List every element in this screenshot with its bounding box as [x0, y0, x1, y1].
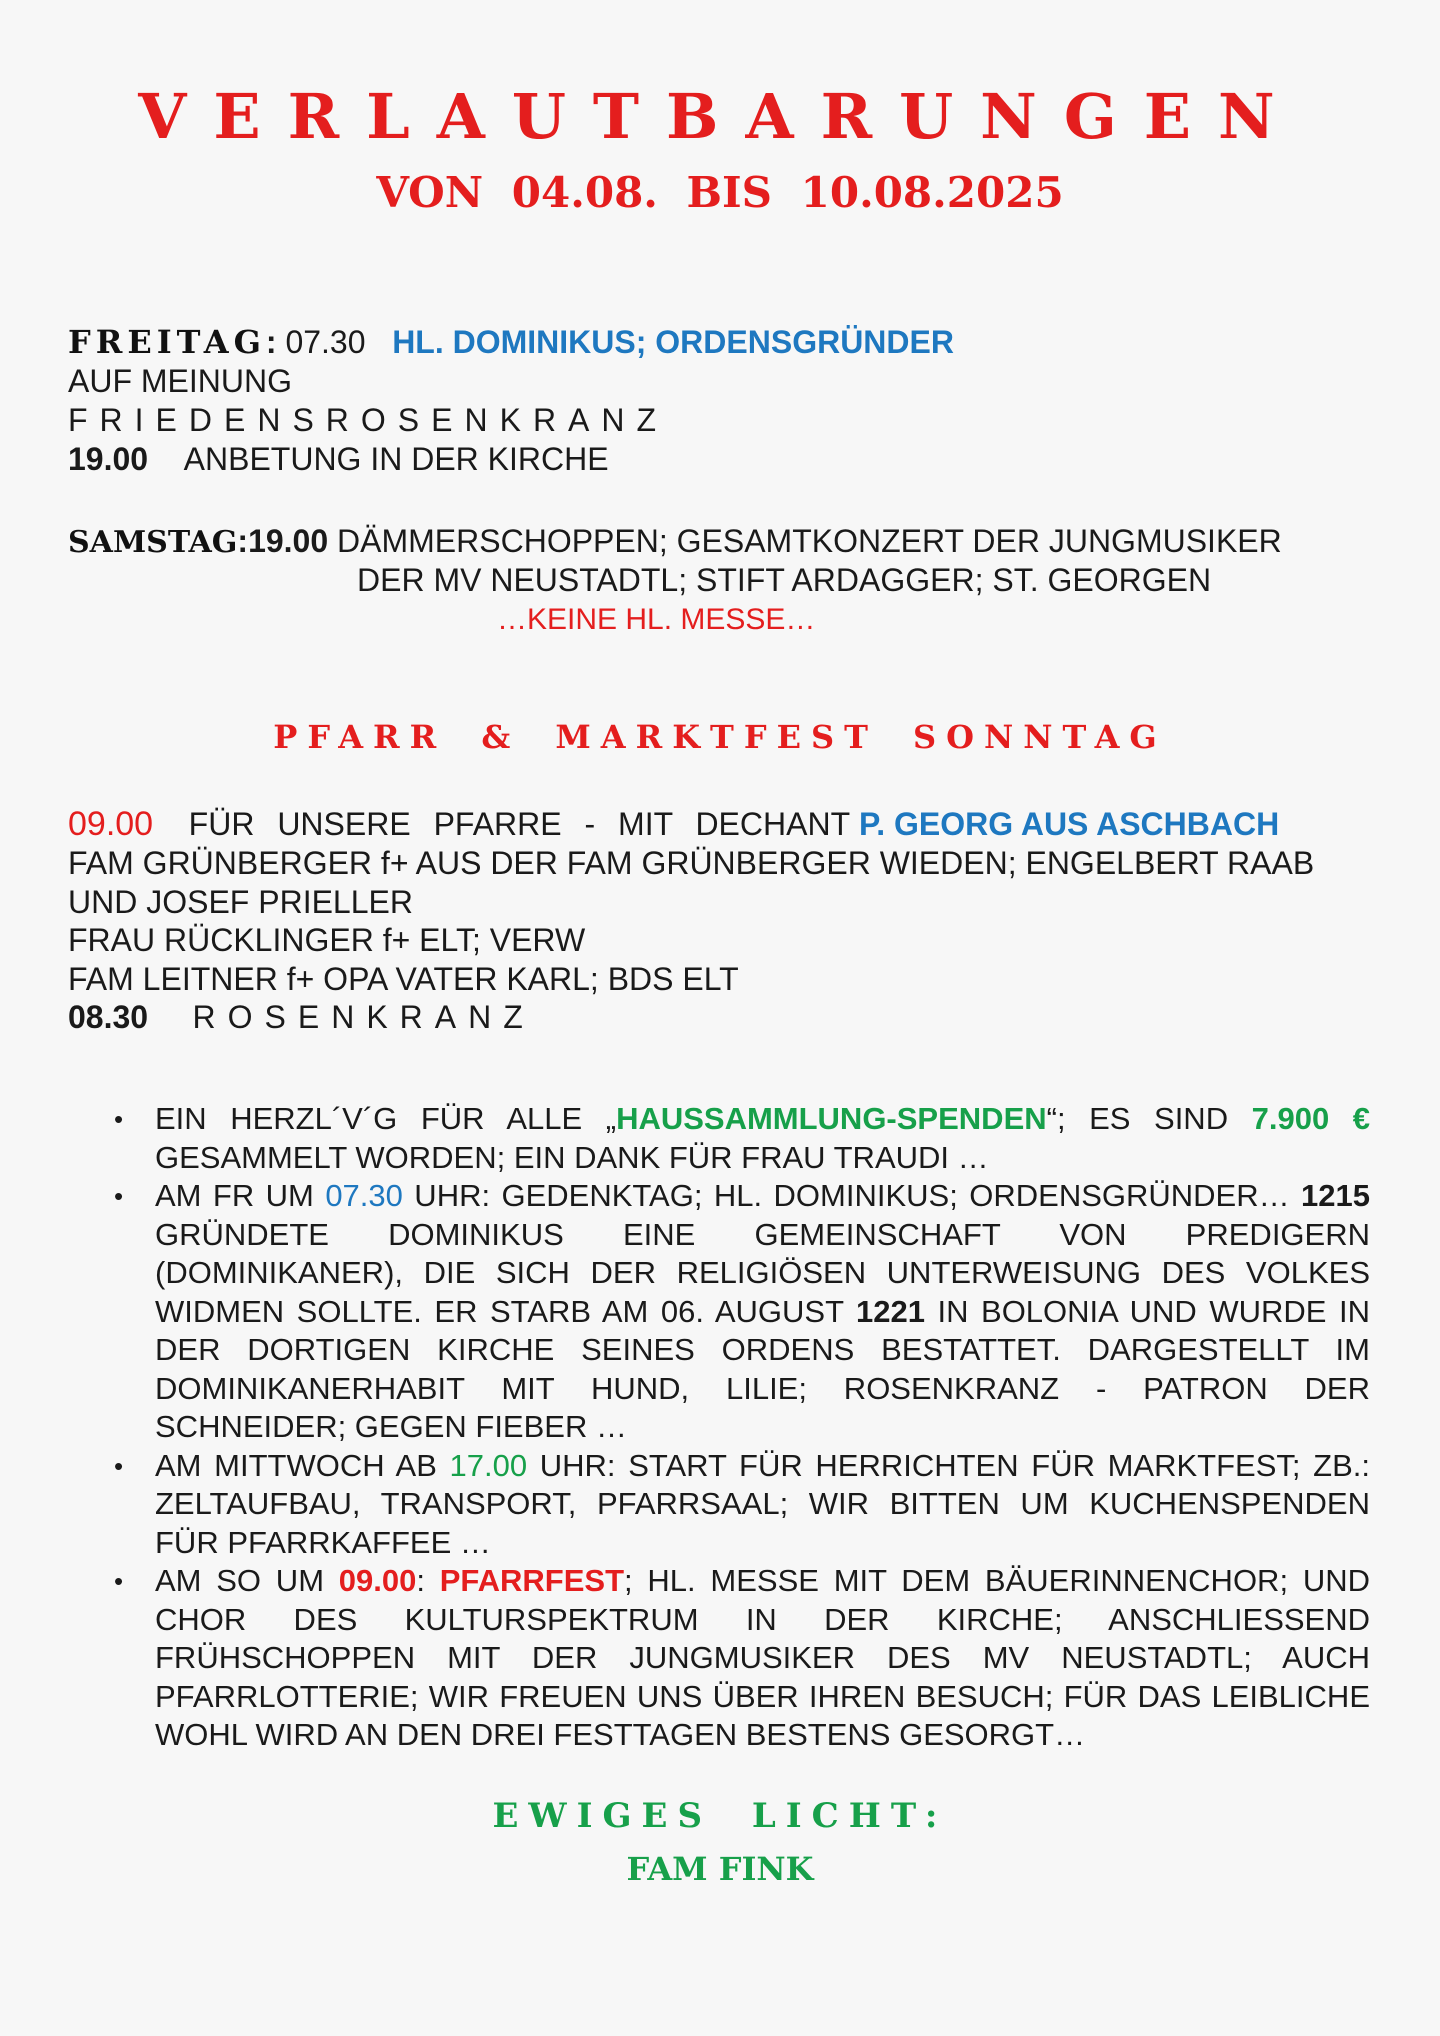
sonntag-rosary-line: 08.30 ROSENKRANZ [68, 999, 535, 1035]
sonntag-heading: PFARR & MARKTFEST SONNTAG [273, 718, 1167, 756]
freitag-time: 07.30 [285, 324, 366, 360]
samstag-line-2: DER MV NEUSTADTL; STIFT ARDAGGER; ST. GEORGEN [357, 562, 1212, 598]
list-item: • AM FR UM 07.30 UHR: GEDENKTAG; HL. DOMINIKUS; ORDENSGRÜNDER… 1215 GRÜNDETE DOMINIKUS EINE GEMEINSCHAFT VON PREDIGERN (DOMINIKANER), DIE SICH DER RELIGIÖSEN UNTERWEISUNG DES VOLKES WIDMEN SOLLTE. ER STARB AM 06. AUGUST 1221 IN BOLONIA UND WURDE IN DER DORTIGEN KIRCHE SEINES ORDENS BESTATTET. DARGESTELLT IM DOMINIKANERHABIT MIT HUND, LILIE; ROSENKRANZ - PATRON DER SCHNEIDER; GEGEN FIEBER … [114, 1178, 1371, 1444]
bullet-icon: • [114, 1450, 124, 1481]
ewiges-licht-family: FAM FINK [626, 1850, 814, 1888]
freitag-label: FREITAG [68, 323, 266, 361]
ewiges-licht-heading: EWIGES LICHT: [492, 1796, 948, 1836]
list-item: • EIN HERZL´V´G FÜR ALLE „HAUSSAMMLUNG-SPENDEN“; ES SIND 7.900 € GESAMMELT WORDEN; EIN DANK FÜR FRAU TRAUDI … [114, 1101, 1370, 1175]
page-title: VERLAUTBARUNGEN [138, 80, 1302, 153]
sonntag-time: 09.00 [68, 805, 154, 843]
bullet-icon: • [114, 1181, 124, 1211]
samstag-label: SAMSTAG [68, 525, 238, 560]
freitag-time-2: 19.00 [68, 441, 149, 477]
sonntag-intention-2: UND JOSEF PRIELLER [68, 884, 413, 920]
sonntag-celebrant: P. GEORG AUS ASCHBACH [859, 806, 1280, 842]
samstag-line-1: SAMSTAG:19.00 DÄMMERSCHOPPEN; GESAMTKONZERT DER JUNGMUSIKER [68, 523, 1282, 560]
sonntag-intention-3: FRAU RÜCKLINGER f+ ELT; VERW [68, 922, 586, 958]
list-item: • AM SO UM 09.00: PFARRFEST; HL. MESSE MIT DEM BÄUERINNENCHOR; UND CHOR DES KULTURSPEKTRUM IN DER KIRCHE; ANSCHLIESSEND FRÜHSCHOPPEN MIT DER JUNGMUSIKER DES MV NEUSTADTL; AUCH PFARRLOTTERIE; WIR FREUEN UNS ÜBER IHREN BESUCH; FÜR DAS LEIBLICHE WOHL WIRD AN DEN DREI FESTTAGEN BESTENS GESORGT… [114, 1563, 1370, 1752]
sonntag-intention-1: FAM GRÜNBERGER f+ AUS DER FAM GRÜNBERGER WIEDEN; ENGELBERT RAAB [68, 845, 1315, 881]
sonntag-intention-4: FAM LEITNER f+ OPA VATER KARL; BDS ELT [68, 961, 739, 997]
bullet-icon: • [114, 1566, 124, 1596]
samstag-time: :19.00 [237, 523, 329, 559]
freitag-feast: HL. DOMINIKUS; ORDENSGRÜNDER [392, 324, 954, 360]
sonntag-line-1: 09.00 FÜR UNSERE PFARRE - MIT DECHANT P. GEORG AUS ASCHBACH [68, 805, 1280, 843]
freitag-line-1: FREITAG: 07.30 HL. DOMINIKUS; ORDENSGRÜNDER [68, 323, 954, 361]
announcement-list [110, 1100, 1370, 1755]
list-item: • AM MITTWOCH AB 17.00 UHR: START FÜR HERRICHTEN FÜR MARKTFEST; ZB.: ZELTAUFBAU, TRANSPORT, PFARRSAAL; WIR BITTEN UM KUCHENSPENDEN FÜR PFARRKAFFEE … [114, 1447, 1370, 1560]
freitag-line-4: 19.00 ANBETUNG IN DER KIRCHE [68, 441, 609, 477]
freitag-line-3: FRIEDENSROSENKRANZ [68, 402, 669, 438]
sonntag-time-2: 08.30 [68, 999, 149, 1035]
bullet-icon: • [114, 1104, 124, 1134]
freitag-line-2: AUF MEINUNG [68, 363, 292, 399]
samstag-note: …KEINE HL. MESSE… [497, 603, 816, 636]
date-range-subtitle: VON 04.08. BIS 10.08.2025 [376, 168, 1064, 217]
